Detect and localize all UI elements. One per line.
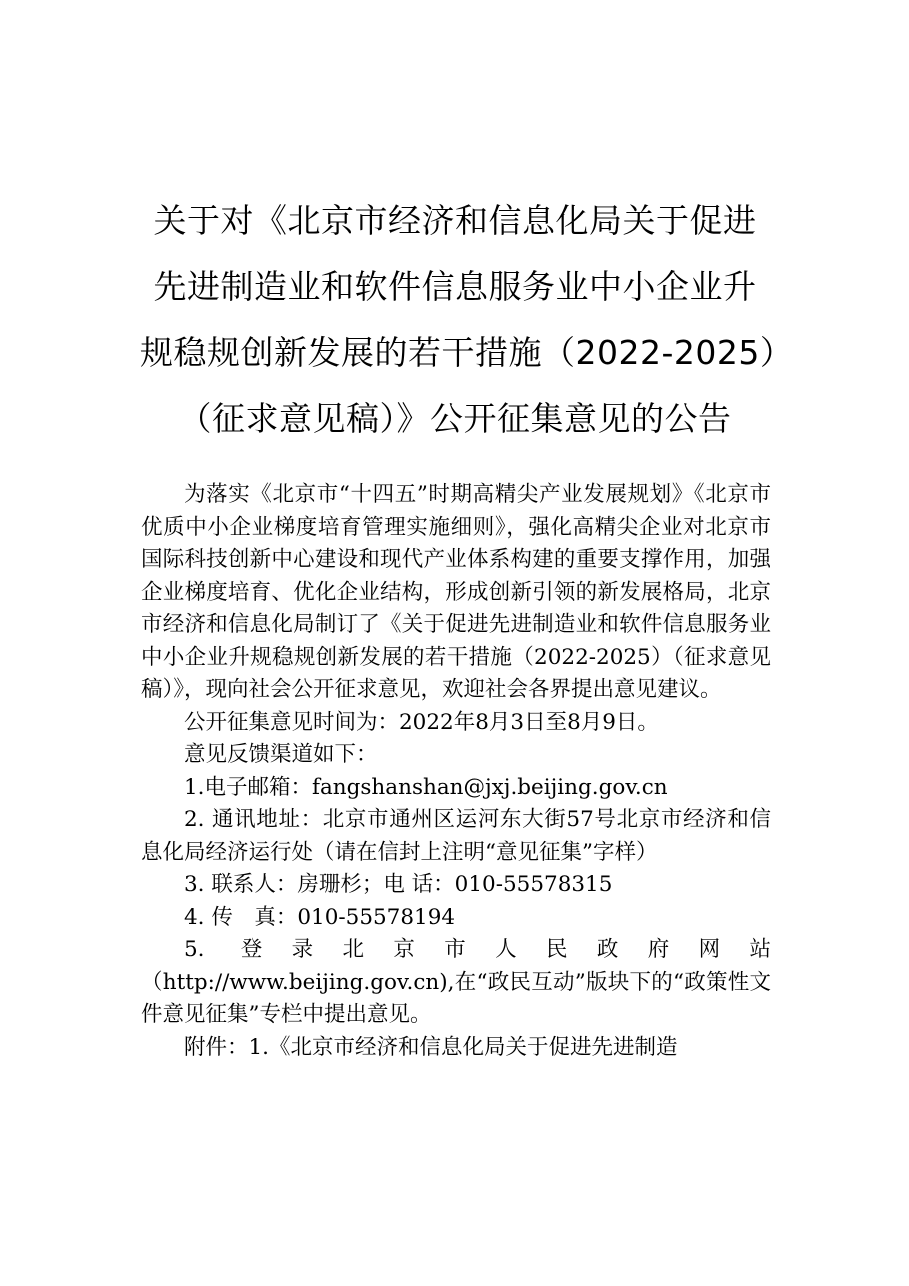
email-paragraph: 1.电子邮箱：fangshanshan@jxj.beijing.gov.cn [184, 774, 668, 800]
title-line-1: 关于对《北京市经济和信息化局关于促进 [153, 201, 757, 240]
document-title [140, 188, 794, 452]
title-line-2: 先进制造业和软件信息服务业中小企业升 [153, 267, 757, 306]
website-paragraph-rest: （http://www.beijing.gov.cn),在“政民互动”版块下的“政策性文件意见征集”专栏中提出意见。 [141, 969, 771, 1027]
contact-paragraph: 3. 联系人：房珊杉；电 话：010-55578315 [184, 872, 613, 897]
period-paragraph: 公开征集意见时间为：2022年8月3日至8月9日。 [184, 709, 659, 735]
attachment-paragraph: 附件：1.《北京市经济和信息化局关于促进先进制造 [184, 1034, 678, 1060]
title-line-3: 规稳规创新发展的若干措施（2022-2025） [140, 333, 794, 372]
document-body [141, 479, 771, 1064]
address-paragraph: 2. 通讯地址：北京市通州区运河东大街57号北京市经济和信息化局经济运行处（请在信封上注明“意见征集”字样） [141, 807, 771, 865]
fax-paragraph: 4. 传 真：010-55578194 [184, 904, 456, 930]
channels-intro-paragraph: 意见反馈渠道如下： [184, 742, 378, 767]
website-paragraph-line1: 5. 登录北京市人民政府网站 [184, 937, 771, 962]
title-line-4: （征求意见稿）》公开征集意见的公告 [178, 399, 732, 438]
intro-paragraph: 为落实《北京市“十四五”时期高精尖产业发展规划》《北京市优质中小企业梯度培育管理实施细则》，强化高精尖企业对北京市国际科技创新中心建设和现代产业体系构建的重要支撑作用，加强企业梯度培育、优化企业结构，形成创新引领的新发展格局，北京市经济和信息化局制订了《关于促进先进制造业和软件信息服务业中小企业升规稳规创新发展的若干措施（2022-2025）（征求意见稿）》，现向社会公开征求意见，欢迎社会各界提出意见建议。 [141, 482, 771, 702]
